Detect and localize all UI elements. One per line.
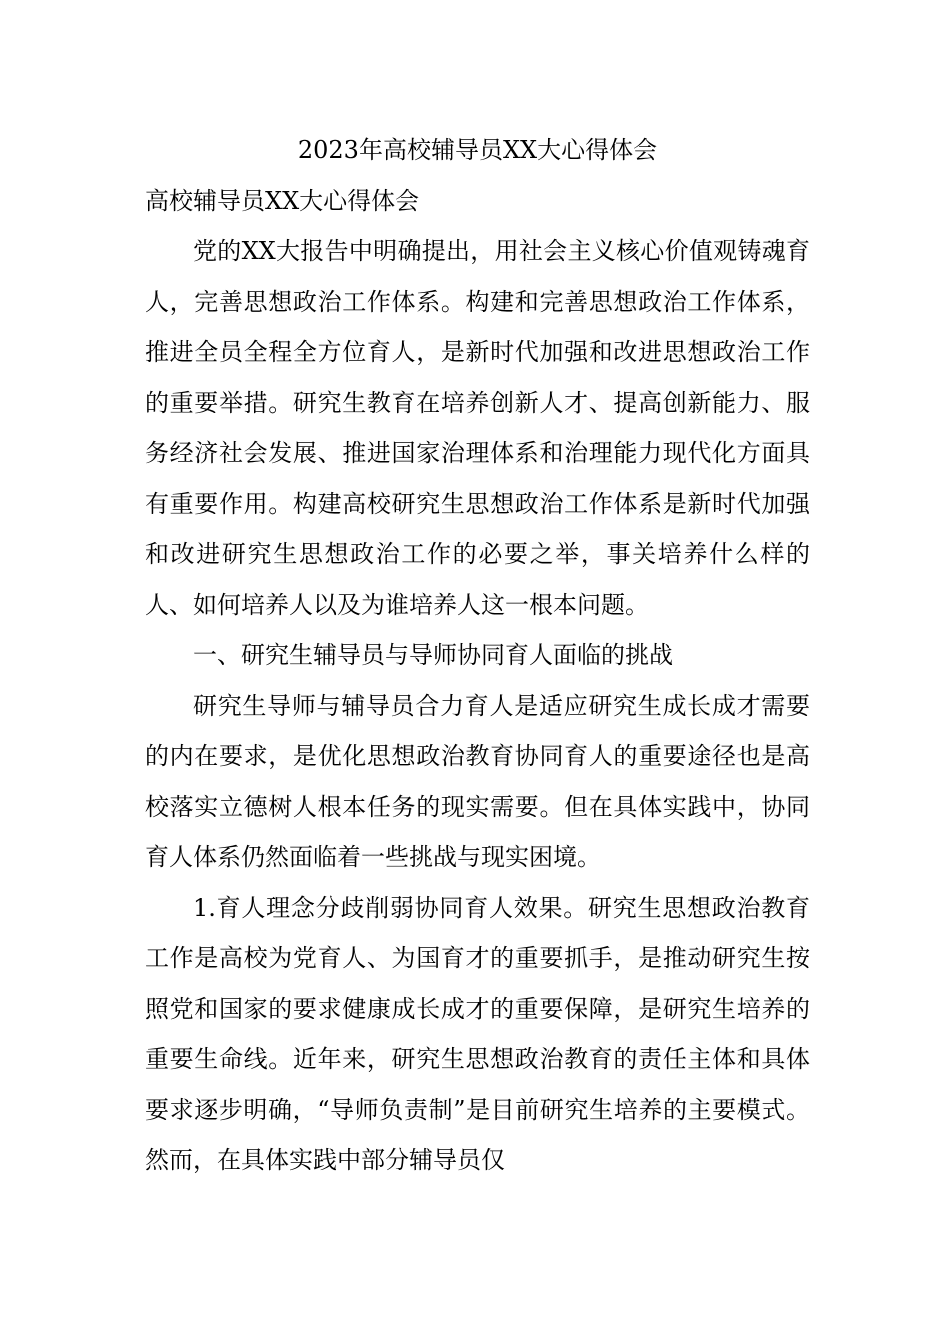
paragraph-collaboration: 研究生导师与辅导员合力育人是适应研究生成长成才需要的内在要求，是优化思想政治教育协同育人的重要途径也是高校落实立德树人根本任务的现实需要。但在具体实践中，协同育人体系仍然面临着一些挑战与现实困境。 [145,691,810,871]
document-subtitle: 高校辅导员XX大心得体会 [145,186,420,215]
section-heading-challenges: 一、研究生辅导员与导师协同育人面临的挑战 [193,641,673,669]
paragraph-point-1: 1.育人理念分歧削弱协同育人效果。研究生思想政治教育工作是高校为党育人、为国育才的重要抓手，是推动研究生按照党和国家的要求健康成长成才的重要保障，是研究生培养的重要生命线。近年来，研究生思想政治教育的责任主体和具体要求逐步明确，“导师负责制”是目前研究生培养的主要模式。然而，在具体实践中部分辅导员仅 [145,893,810,1174]
paragraph-intro: 党的XX大报告中明确提出，用社会主义核心价值观铸魂育人，完善思想政治工作体系。构建和完善思想政治工作体系，推进全员全程全方位育人，是新时代加强和改进思想政治工作的重要举措。研究生教育在培养创新人才、提高创新能力、服务经济社会发展、推进国家治理体系和治理能力现代化方面具有重要作用。构建高校研究生思想政治工作体系是新时代加强和改进研究生思想政治工作的必要之举，事关培养什么样的人、如何培养人以及为谁培养人这一根本问题。 [145,237,810,619]
document-body [145,125,810,1186]
document-title: 2023年高校辅导员XX大心得体会 [297,136,658,164]
